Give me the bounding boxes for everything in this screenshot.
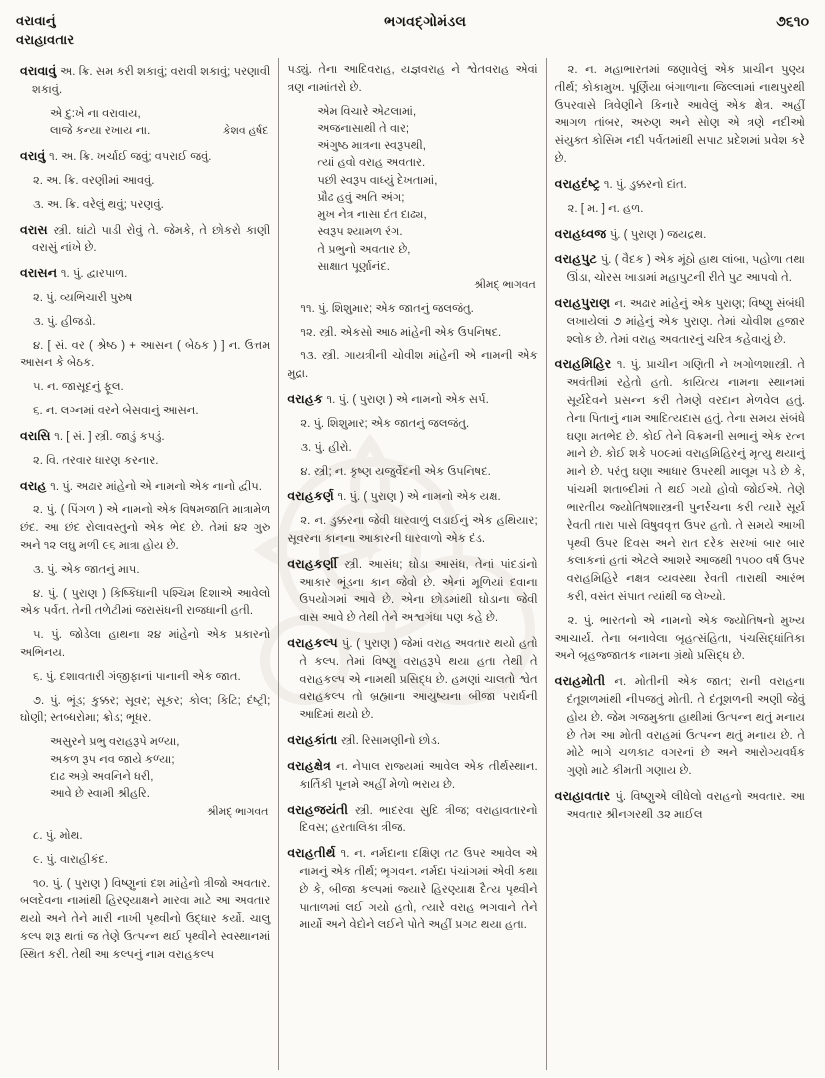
verse-line: દાઢ અગ્રે અવનિને ધરી,: [50, 770, 154, 783]
headword: વરાહદંષ્ટ્ર: [554, 176, 604, 191]
sense-paragraph: ૭. પું. ભૂંડ; કુક્કર; સૂવર; સૂકર; કોલ; કિટિ; દંષ્ટ્રી; ઘોણી; સ્તબ્ધરોમા; ક્રોડ; ભૂધર.: [20, 694, 271, 725]
sense-paragraph: ૮. પું. મોથ.: [33, 829, 83, 842]
headword: વરાસ: [20, 222, 54, 237]
dictionary-entry: વરાહકર્ણ ૧. પું. ( પુરાણ ) એ નામનો એક યક્ષ.: [287, 489, 501, 504]
headword: વરાહક: [287, 392, 327, 407]
verse-line: સાક્ષાત પૂર્ણાનંદ.: [317, 260, 390, 273]
sense-paragraph: ૪. [ સં. વર ( શ્રેષ્ઠ ) + આસન ( બેઠક ) ] ન. ઉત્તમ આસન કે બેઠક.: [20, 339, 271, 370]
verse-line: અજનાસાથી તે વાર;: [317, 122, 410, 135]
column-2: [278, 58, 545, 1070]
sense-paragraph: ૯. પું. વારાહીકંદ.: [33, 853, 109, 866]
page-header: [12, 10, 813, 56]
dictionary-entry: વરાહકલ્પ પું. ( પુરાણ ) જેમાં વરાહ અવતાર થયો હતો તે કલ્પ. તેમાં વિષ્ણુ વરાહરૂપે થયા હતા તેથી તે વરાહકલ્પ એ નામથી પ્રસિદ્ધ છે. હમણાં ચાલતો શ્વેત વરાહકલ્પ તો બ્રહ્માના આયુષ્યના બીજા પરાર્ધની આદિમાં થયો છે.: [287, 636, 538, 722]
guide-word-first: વરાવાનું: [16, 13, 56, 28]
column-1: [12, 58, 278, 1070]
verse-line: અંગુષ્ઠ માત્રના સ્વરૂપથી,: [317, 140, 426, 153]
verse-line: તે પ્રભુનો અવતાર છે,: [317, 243, 411, 256]
dictionary-entry: વરાસ સ્ત્રી. ઘાંટો પાડી રોવું તે. જેમકે, તે છોકરો કાણી વરાસું નાંખે છે.: [20, 222, 271, 255]
verse-line: આવે છે સ્વામી શ્રીહરિ.: [50, 788, 150, 800]
verse-line: મુખ નેત્ર નાસા દંત દાઢ્ય,: [317, 209, 427, 222]
dictionary-entry: વરાહધ્વજ પું. ( પુરાણ ) જયદ્રથ.: [554, 226, 707, 241]
dictionary-entry: વરાસન ૧. પું. દ્વારપાળ.: [20, 266, 128, 281]
headword: વરાહકાંતા: [287, 733, 341, 748]
headword: વરાહપુરાણ: [554, 295, 615, 310]
headword: વરાહાવતાર: [554, 789, 616, 804]
verse-block: [50, 734, 270, 821]
sense-paragraph: ૬. પું. દશાવતારી ગંજીફાનાં પાનાની એક જાત.: [33, 670, 241, 683]
verse-line: એમ વિચારે એટલામાં,: [317, 105, 417, 118]
headword: વરાસિ: [20, 428, 55, 443]
continuation-paragraph: પડ્યું. તેના આદિવરાહ, યજ્ઞવરાહ ને શ્વેતવરાહ એવાં ત્રણ નામાંતરો છે.: [287, 64, 538, 94]
verse-line: અસુરને પ્રભુ વરાહરૂપે મળ્યા,: [50, 736, 180, 749]
headword: વરાવું: [20, 149, 50, 164]
headword: વરાહકર્ણી: [287, 556, 345, 571]
headword: વરાહકલ્પ: [287, 636, 342, 651]
headword: વરાહધ્વજ: [554, 226, 610, 241]
dictionary-entry: વરાહતીર્થ ૧. ન. નર્મદાના દક્ષિણ તટ ઉપર આવેલ એ નામનું એક તીર્થ; ભૃગવન. નર્મદા પંચાંગમાં એવી કથા છે કે, બીજા કલ્પમાં જ્યારે હિરણ્યાક્ષ દૈત્ય પૃથ્વીને પાતાળમાં લઈ ગયો હતો, ત્યારે વરાહ ભગવાને તેને માર્યો અને વેદોને લઈને પોતે અહીં પ્રગટ થયા હતા.: [287, 846, 538, 932]
headword: વરાવાવું: [20, 64, 61, 78]
verse-line: અકળ રૂપ નવ જાયે કળ્યા;: [50, 753, 175, 766]
dictionary-entry: વરાવાવું અ. ક્રિ. સમ કરી શકાવું; વરાવી શકાવું; પરણાવી શકાવું.: [20, 64, 271, 96]
sense-paragraph: ૧૦. પું. ( પુરાણ ) વિષ્ણુનાં દશ માંહેનો ત્રીજો અવતાર. બલદેવના નામાંથી હિરણ્યાક્ષને મારવા માટે આ અવતાર થયો અને તેને મારી નાખી પૃથ્વીનો ઉદ્ધાર કર્યો. ચાલુ કલ્પ શરૂ થતાં જ તેણે ઉત્પન્ન થઈ પૃથ્વીને સ્વસ્થાનમાં સ્થિત કરી. તેથી આ કલ્પનું નામ વરાહકલ્પ: [20, 877, 271, 961]
headword: વરાહપુટ: [554, 252, 601, 267]
verse-block: [50, 106, 270, 141]
sense-paragraph: ૩. પું. એક જાતનું માપ.: [33, 563, 140, 576]
headword: વરાહ: [20, 478, 51, 493]
headword: વરાહજયંતી: [287, 802, 356, 817]
sense-paragraph: ૫. ન. જાસૂદનું ફૂલ.: [33, 381, 124, 394]
headword: વરાહમિહિર: [554, 357, 617, 372]
verse-line: ત્યાં હવો વરાહ અવતાર.: [317, 157, 426, 170]
dictionary-entry: વરાસિ ૧. [ સં. ] સ્ત્રી. જાડું કપડું.: [20, 428, 165, 443]
dictionary-entry: વરાહદંષ્ટ્ર ૧. પું. ડુક્કરનો દાંત.: [554, 176, 687, 191]
headword: વરાહકર્ણ: [287, 489, 338, 504]
headword: વરાહક્ષેત્ર: [287, 758, 337, 773]
verse-line: પછી સ્વરૂપ વાધ્યું દેખતામાં,: [317, 174, 438, 187]
sense-paragraph: ૧૩. સ્ત્રી. ગાયત્રીની ચોવીશ માંહેની એ નામની એક મુદ્રા.: [287, 350, 538, 381]
verse-line: સ્વરૂપ શ્યામળ રંગ.: [317, 226, 403, 239]
verse-attribution: શ્રીમદ્ ભાગવત: [474, 279, 536, 292]
sense-paragraph: ૨. પું. ( પિંગળ ) એ નામનો એક વિષમજાતિ માત્રામેળ છંદ. આ છંદ રોલાવસ્તુનો એક ભેદ છે. તેમાં ૪૨ ગુરુ અને ૧૨ લઘુ મળી ૯૬ માત્રા હોય છે.: [20, 504, 271, 552]
sense-paragraph: ૪. પું. ( પુરાણ ) કિષ્કિંધાની પશ્ચિમ દિશાએ આવેલો એક પર્વત. તેની તળેટીમાં જરાસંધની રાજધાની હતી.: [20, 587, 271, 618]
guide-word-last: વરાહાવતાર: [16, 31, 75, 47]
sense-paragraph: ૩. પું. હીરો.: [300, 441, 352, 454]
dictionary-entry: વરાહક ૧. પું. ( પુરાણ ) એ નામનો એક સર્પ.: [287, 392, 489, 407]
verse-line: પ્રૌઢ હવું અતિ અંગ;: [317, 191, 405, 204]
sense-paragraph: ૨. પું. શિશુમાર; એક જાતનું જલજંતુ.: [300, 417, 470, 430]
sense-paragraph: ૨. પું. વ્યભિચારી પુરુષ: [33, 292, 133, 304]
sense-paragraph: ૧૧. પું. શિશુમાર; એક જાતનું જલજંતુ.: [300, 302, 474, 315]
sense-paragraph: ૪. સ્ત્રી; ન. કૃષ્ણ યજુર્વેદની એક ઉપનિષદ.: [300, 465, 491, 478]
verse-line: એ દુ:ખે ના વરાવાય,: [50, 107, 141, 120]
dictionary-entry: વરાહક્ષેત્ર ન. નેપાલ રાજ્યમાં આવેલ એક તીર્થસ્થાન. કાર્તિકી પૂનમે અહીં મેળો ભરાય છે.: [287, 758, 538, 791]
dictionary-entry: વરાહપુટ પું. ( વૈદક ) એક મૂંઠો હાથ લાંબા, પહોળા તથા ઊંડા, ચોરસ ખાડામાં મહાપુટની રીતે પુટ આપવો તે.: [554, 252, 805, 285]
page-number: ૭૬૧૦: [776, 13, 809, 29]
sense-paragraph: ૨. પું. ભારતનો એ નામનો એક જ્યોતિષનો મુખ્ય આચાર્ય. તેના બનાવેલા બૃહત્સંહિતા, પંચસિદ્ધાંતિકા અને બૃહજ્જાતક નામના ગ્રંથો પ્રસિદ્ધ છે.: [554, 614, 805, 663]
book-title: ભગવદ્ગોમંડલ: [384, 13, 467, 29]
text-columns: [12, 58, 813, 1070]
dictionary-entry: વરાહજયંતી સ્ત્રી. ભાદરવા સુદિ ત્રીજ; વરાહાવતારનો દિવસ; હરતાલિકા ત્રીજ.: [287, 802, 538, 835]
sense-paragraph: ૨. અ. ક્રિ. વરણીમાં આવવું.: [33, 174, 155, 187]
sense-paragraph: ૨. વિ. તરવાર ધારણ કરનાર.: [33, 454, 159, 467]
column-3: [546, 58, 813, 1070]
headword: વરાસન: [20, 266, 61, 281]
dictionary-entry: વરાહ ૧. પું. અઢાર માંહેનો એ નામનો એક નાનો દ્વીપ.: [20, 478, 262, 493]
dictionary-entry: વરાહાવતાર પું. વિષ્ણુએ લીધેલો વરાહનો અવતાર. આ અવતાર શ્રીનગરથી ૩૨ માઈલ: [554, 789, 805, 821]
sense-paragraph: ૬. ન. લગ્નમાં વરને બેસવાનું આસન.: [33, 405, 199, 418]
sense-paragraph: ૧૨. સ્ત્રી. એકસો આઠ માંહેની એક ઉપનિષદ.: [300, 326, 502, 339]
verse-line-text: લાજે કન્યા રખાય ના.: [50, 124, 151, 137]
dictionary-entry: વરાહકર્ણી સ્ત્રી. આસંધ; ઘોડા આસંધ, તેનાં પાંદડાંનો આકાર ભૂંડના કાન જેવો છે. એનાં મૂળિયાં દવાના ઉપયોગમાં આવે છે. એના છોડમાંથી ઘોડાના જેવી વાસ આવે છે તેથી તેને અશ્વગંધા પણ કહે છે.: [287, 556, 538, 625]
verse-attribution: શ્રીમદ્ ભાગવત: [206, 806, 269, 819]
dictionary-entry: વરાહકાંતા સ્ત્રી. રિસામણીનો છોડ.: [287, 733, 441, 748]
sense-paragraph: ૨. [ મ. ] ન. હળ.: [567, 202, 644, 215]
verse-attribution: કેશવ હર્ષદ: [222, 124, 269, 137]
headword: વરાહમોતી: [554, 674, 615, 689]
dictionary-entry: વરાહમોતી ન. મોતીની એક જાત; રાની વરાહના દંતૂશળમાંથી નીપજતું મોતી. તે દંતૂશળની અણી જેવું હોય છે. જેમ ગજમુક્તા હાથીમાં ઉત્પન્ન થતું મનાય છે તેમ આ મોતી વરાહમાં ઉત્પન્ન થતું મનાય છે. તે મોટે ભાગે ચળકાટ વગરનાં છે અને આરોગ્યવર્ધક ગુણો માટે કીમતી ગણાય છે.: [554, 674, 805, 778]
dictionary-entry: વરાહમિહિર ૧. પું. પ્રાચીન ગણિતી ને ખગોળશાસ્ત્રી. તે અવંતીમાં રહેતો હતો. કાયિત્ય નામના સ્થાનમાં સૂર્યદેવને પ્રસન્ન કરી તેમણે વરદાન મેળવેલ હતું. તેના પિતાનું નામ આદિત્યદાસ હતું. તેના સમય સંબંધે ઘણા મતભેદ છે. કોઈ તેને વિક્રમની સભાનું એક રત્ન માને છે. કોઈ શકે ૫૦૯માં વરાહમિહિરનું મૃત્યુ થયાનું માને છે. પરંતુ ઘણા આધાર ઉપરથી માલૂમ પડે છે કે, પાંચમી શતાબ્દીમાં તે થઈ ગયો હોવો જોઈએ. તેણે ભારતીય જ્યોતિષશાસ્ત્રની પુનર્રચના કરી ત્યારે સૂર્ય રેવતી તારા પાસે વિષુવવૃત્ત ઉપર હતો. તે સમયે આખી પૃથ્વી ઉપર દિવસ અને રાત દરેક સરખાં બાર બાર કલાકનાં હતાં એટલે આશરે આજથી ૧૫૦૦ વર્ષ ઉપર વરાહમિહિરે નક્ષત્ર વ્યવસ્થા રેવતી તારાથી આરંભ કરી, વસંત સંપાત ત્યાંથી જ લેખ્યો.: [554, 357, 805, 603]
sense-paragraph: ૨. ન. મહાભારતમાં જણાવેલું એક પ્રાચીન પુણ્ય તીર્થ; કોકામુખ. પૂર્ણિયા બંગાળાના જિલ્લામાં નાથપુરથી ઉપરવાસે ત્રિવેણીને કિનારે આવેલું એક ક્ષેત્ર. અહીં આગળ તાંબર, અરુણ અને સોણ એ ત્રણે નદીઓ સંયુક્ત કોસિમ નદી પર્વતમાંથી સપાટ પ્રદેશમાં પ્રવેશ કરે છે.: [554, 64, 805, 166]
verse-line: [50, 123, 270, 140]
sense-paragraph: ૩. અ. ક્રિ. વરેલું થવું; પરણવું.: [33, 198, 164, 211]
sense-paragraph: ૩. પું. હીજડો.: [33, 315, 96, 328]
dictionary-entry: વરાહપુરાણ ન. અઢાર માંહેનું એક પુરાણ; વિષ્ણુ સંબંધી લખાયેલાં ૭ માંહેનું એક પુરાણ. તેમાં ચોવીશ હજાર શ્લોક છે. તેમાં વરાહ અવતારનું ચરિત્ર કહેવાયું છે.: [554, 295, 805, 346]
guide-words: [16, 12, 74, 50]
dictionary-entry: વરાવું ૧. અ. ક્રિ. ખર્ચાઈ જવું; વપરાઈ જવું.: [20, 149, 212, 164]
sense-paragraph: ૨. ન. ડુક્કરના જેવી ધારવાળું લડાઈનું એક હથિયાર; સૂવરના કાનના આકારની ધારવાળો એક દંડ.: [287, 515, 538, 545]
verse-block: [317, 104, 537, 294]
headword: વરાહતીર્થ: [287, 846, 341, 861]
sense-paragraph: ૫. પું. જોડેલા હાથના ૨૪ માંહેનો એક પ્રકારનો અભિનય.: [20, 629, 271, 659]
